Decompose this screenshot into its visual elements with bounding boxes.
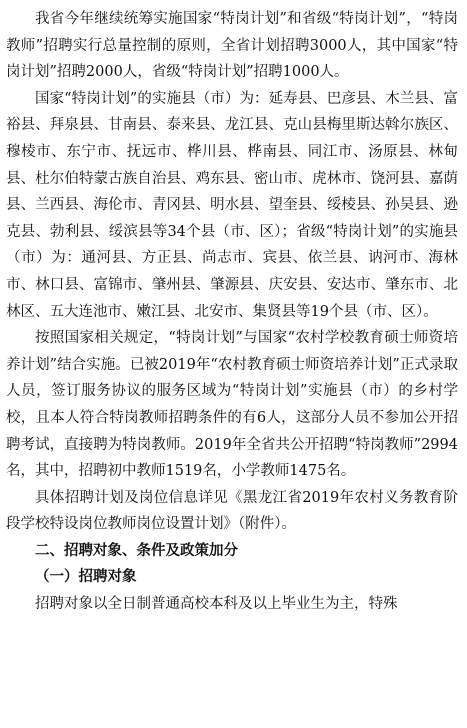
paragraph-plan-overview: 我省今年继续统筹实施国家“特岗计划”和省级“特岗计划”，“特岗教师”招聘实行总量控制的原则，全省计划招聘3000人，其中国家“特岗计划”招聘2000人，省级“特岗计划”招聘1000人。 [6,11,458,81]
subsection-heading: （一）招聘对象 [35,569,137,586]
document-page [6,6,458,618]
paragraph-attachment-reference: 具体招聘计划及岗位信息详见《黑龙江省2019年农村义务教育阶段学校特设岗位教师岗位设置计划》（附件）。 [6,489,458,533]
paragraph-implementing-counties: 国家“特岗计划”的实施县（市）为：延寿县、巴彦县、木兰县、富裕县、拜泉县、甘南县、泰来县、龙江县、克山县梅里斯达斡尔族区、穆棱市、东宁市、抚远市、桦川县、桦南县、同江市、汤原县、林甸县、杜尔伯特蒙古族自治县、鸡东县、密山市、虎林市、饶河县、嘉荫县、兰西县、海伦市、青冈县、明水县、望奎县、绥棱县、孙吴县、逊克县、勃利县、绥滨县等34个县（市、区）；省级“特岗计划”的实施县（市）为：通河县、方正县、尚志市、宾县、依兰县、讷河市、海林市、林口县、富锦市、肇州县、肇源县、庆安县、安达市、肇东市、北林区、五大连池市、嫩江县、北安市、集贤县等19个县（市、区）。 [6,90,458,320]
paragraph-education-master-program: 按照国家相关规定，“特岗计划”与国家“农村学校教育硕士师资培养计划”结合实施。已被2019年“农村教育硕士师资培养计划”正式录取人员，签订服务协议的服务区域为“特岗计划”实施县（市）的乡村学校，且本人符合特岗教师招聘条件的有6人，这部分人员不参加公开招聘考试，直接聘为特岗教师。2019年全省共公开招聘“特岗教师”2994名，其中，招聘初中教师1519名，小学教师1475名。 [6,330,458,480]
paragraph-recruitment-targets: 招聘对象以全日制普通高校本科及以上毕业生为主，特殊 [35,596,398,613]
section-heading: 二、招聘对象、条件及政策加分 [35,542,238,559]
